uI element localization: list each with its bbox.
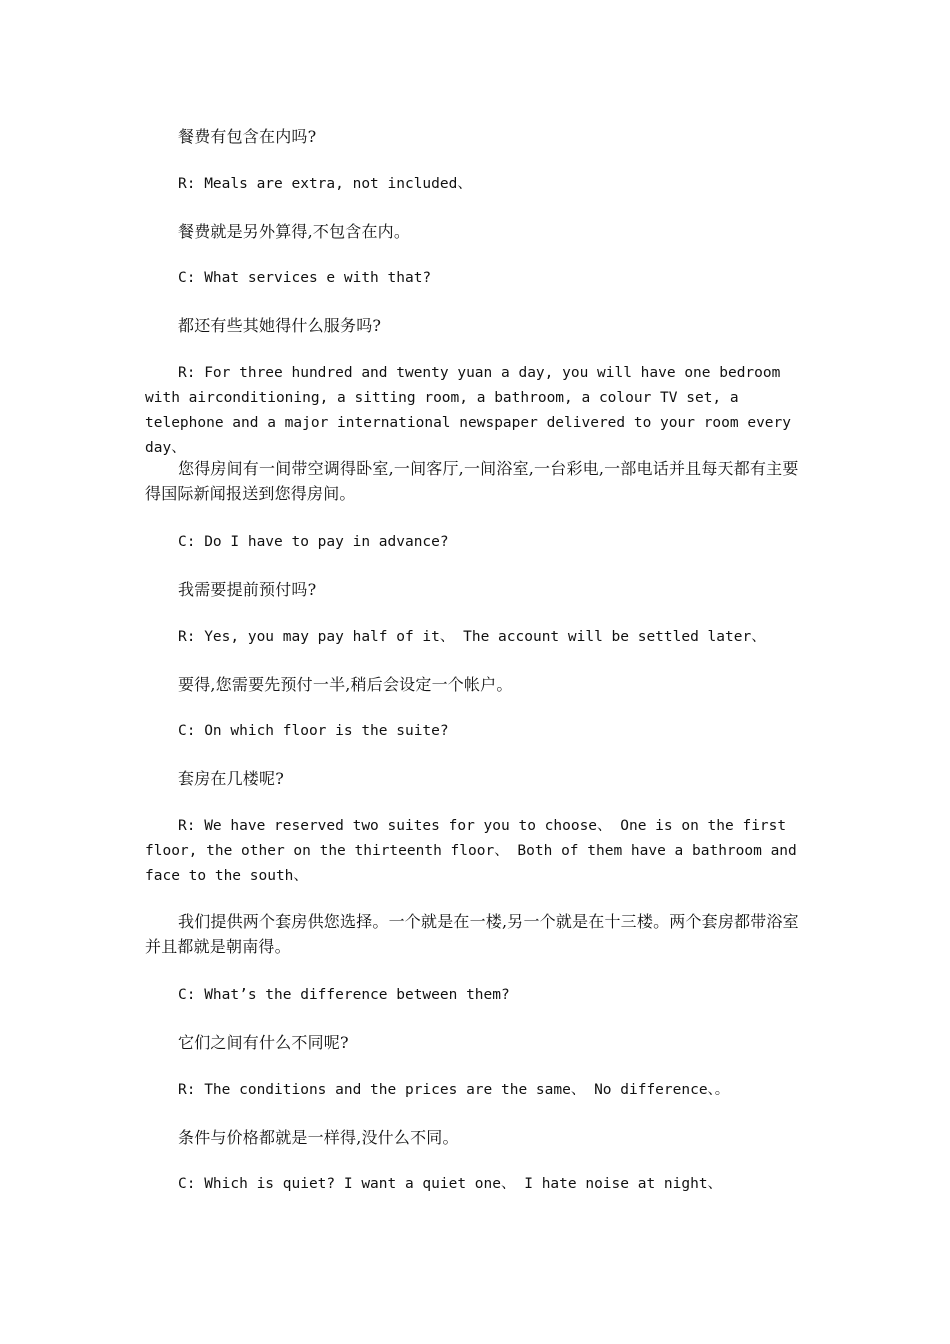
paragraph-two-suites-cn: 我们提供两个套房供您选择。一个就是在一楼,另一个就是在十三楼。两个套房都带浴室并且都就是朝南得。 [145,912,799,956]
paragraph-meal-question-cn: 餐费有包含在内吗? [178,127,317,146]
paragraph-floor-question-cn: 套房在几楼呢? [178,769,284,788]
paragraph-two-suites-en: R: We have reserved two suites for you to choose、 One is on the first floor, the other on the thirteenth floor、 Both of them have a bathroom and face to the south、 [145,818,797,884]
paragraph-difference-question-en: C: What’s the difference between them? [178,987,510,1003]
paragraph-services-question-en: C: What services e with that? [178,270,432,286]
paragraph-same-conditions-cn: 条件与价格都就是一样得,没什么不同。 [178,1128,459,1147]
paragraph-pay-half-en: R: Yes, you may pay half of it、 The account will be settled later、 [178,629,766,645]
paragraph-room-description-en: R: For three hundred and twenty yuan a day, you will have one bedroom with airconditioning, a sitting room, a bathroom, a colour TV set, a telephone and a major international newspaper delivered to your room every day、 [145,365,792,456]
paragraph-meals-extra-cn: 餐费就是另外算得,不包含在内。 [178,222,411,241]
paragraph-meals-extra-en: R: Meals are extra, not included、 [178,176,472,192]
paragraph-advance-question-en: C: Do I have to pay in advance? [178,534,449,550]
paragraph-advance-question-cn: 我需要提前预付吗? [178,580,317,599]
paragraph-same-conditions-en: R: The conditions and the prices are the same、 No difference、。 [178,1082,730,1098]
paragraph-pay-half-cn: 要得,您需要先预付一半,稍后会设定一个帐户。 [178,675,513,694]
paragraph-difference-question-cn: 它们之间有什么不同呢? [178,1033,349,1052]
paragraph-quiet-question-en: C: Which is quiet? I want a quiet one、 I hate noise at night、 [178,1176,723,1192]
paragraph-room-description-cn: 您得房间有一间带空调得卧室,一间客厅,一间浴室,一台彩电,一部电话并且每天都有主要得国际新闻报送到您得房间。 [145,459,799,503]
paragraph-floor-question-en: C: On which floor is the suite? [178,723,449,739]
paragraph-services-question-cn: 都还有些其她得什么服务吗? [178,316,382,335]
